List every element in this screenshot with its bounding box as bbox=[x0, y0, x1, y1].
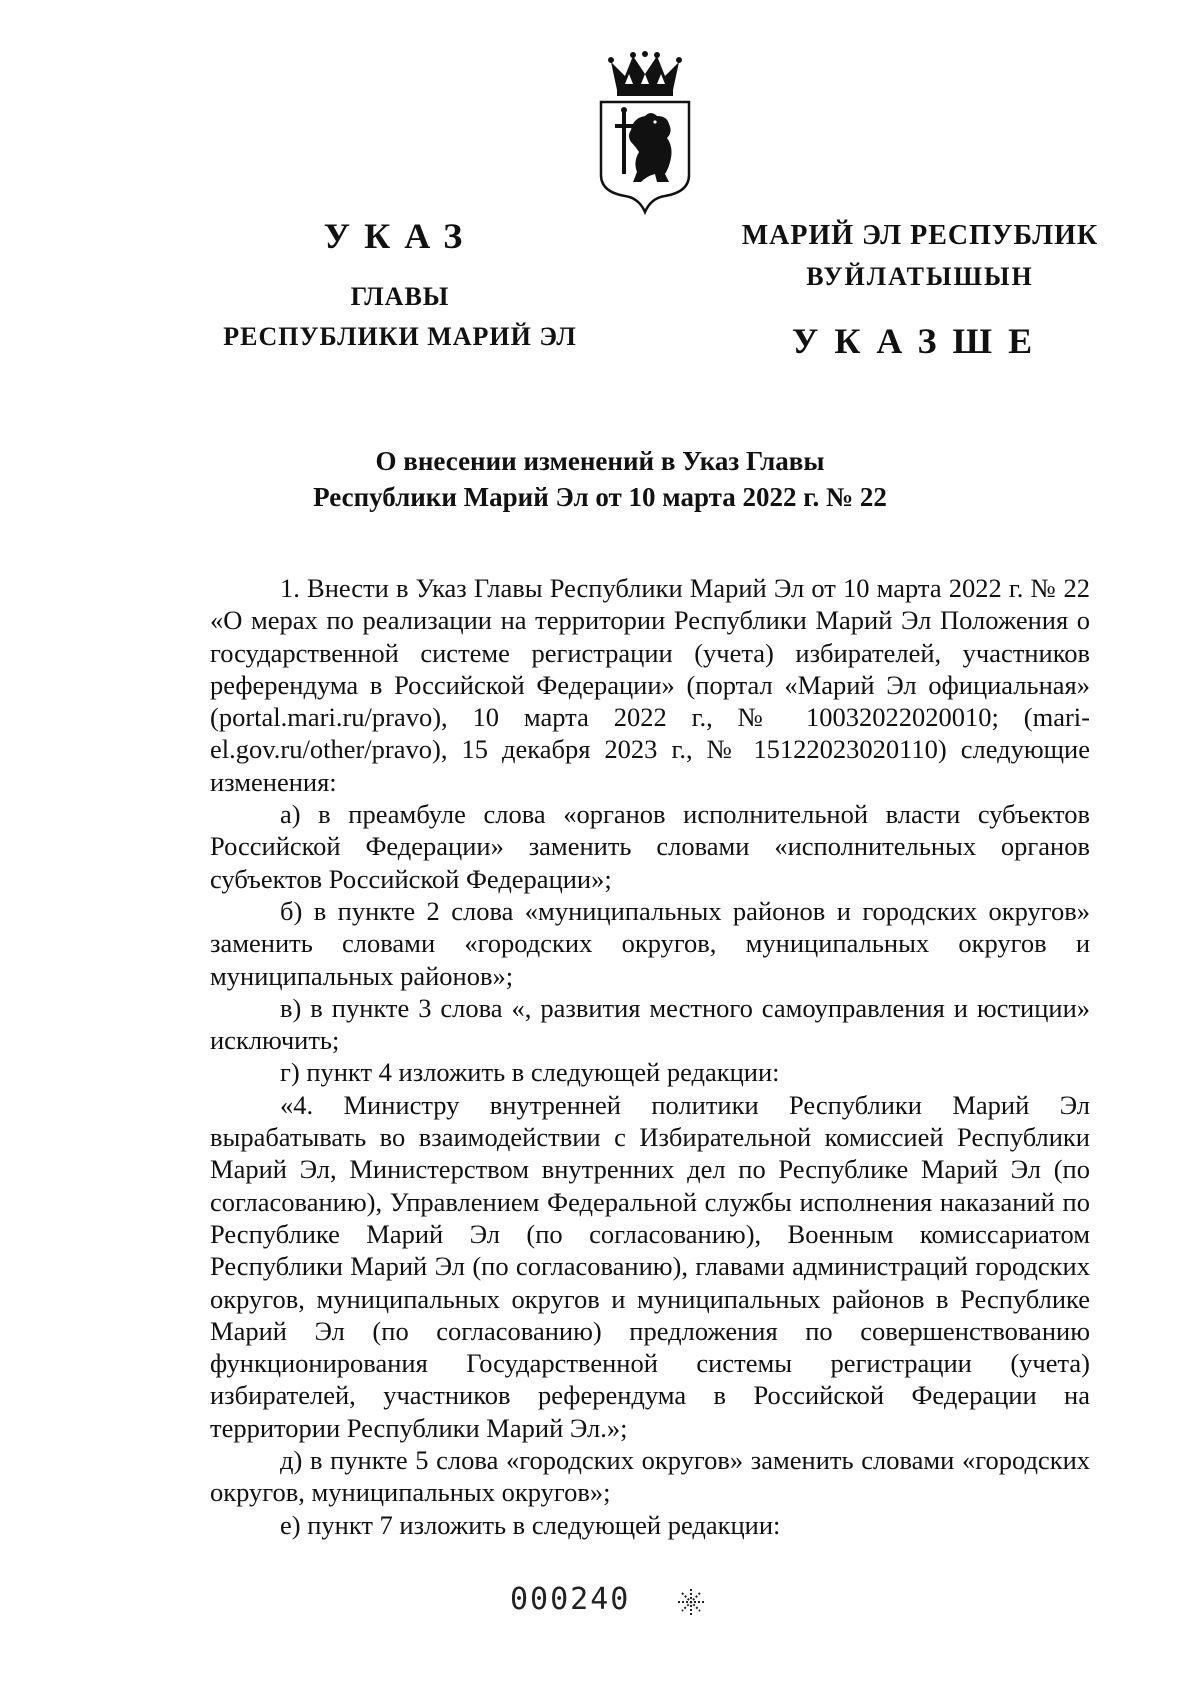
coat-of-arms-icon bbox=[595, 50, 695, 215]
paragraph: д) в пункте 5 слова «городских округов» заменить словами «городских округов, муниципальных округов»; bbox=[210, 1445, 1090, 1508]
paragraph: е) пункт 7 изложить в следующей редакции: bbox=[280, 1509, 781, 1540]
decree-subtitle-republic: РЕСПУБЛИКИ МАРИЙ ЭЛ bbox=[223, 322, 577, 351]
decree-republic-mari: МАРИЙ ЭЛ РЕСПУБЛИК bbox=[741, 220, 1099, 251]
decree-title-mari: УКАЗШЕ bbox=[791, 321, 1049, 361]
document-title bbox=[150, 443, 1050, 515]
document-title-line-1: О внесении изменений в Указ Главы bbox=[375, 446, 825, 476]
paragraph: г) пункт 4 изложить в следующей редакции: bbox=[280, 1057, 780, 1088]
paragraph: б) в пункте 2 слова «муниципальных районов и городских округов» заменить словами «городских округов, муниципальных округов и муниципальных районов»; bbox=[210, 895, 1090, 991]
decree-subtitle-head: ГЛАВЫ bbox=[350, 282, 450, 311]
paragraph: а) в преамбуле слова «органов исполнительной власти субъектов Российской Федерации» заменить словами «исполнительных органов субъектов Российской Федерации»; bbox=[210, 799, 1090, 894]
paragraph: «4. Министру внутренней политики Республики Марий Эл вырабатывать во взаимодействии с Избирательной комиссией Республики Марий Эл, Министерством внутренних дел по Республике Марий Эл (по согласованию), Управлением Федеральной службы исполнения наказаний по Республике Марий Эл (по согласованию), Военным комиссариатом Республики Марий Эл (по согласованию), главами администраций городских округов, муниципальных округов и муниципальных районов в Республике Марий Эл (по согласованию) предложения по совершенствованию функционирования Государственной системы регистрации (учета) избирателей, участников референдума в Российской Федерации на территории Республики Марий Эл.»; bbox=[210, 1089, 1090, 1443]
paragraph: в) в пункте 3 слова «, развития местного самоуправления и юстиции» исключить; bbox=[210, 992, 1090, 1056]
document-body bbox=[210, 572, 1090, 1541]
paragraph: 1. Внести в Указ Главы Республики Марий Эл от 10 марта 2022 г. № 22 «О мерах по реализации на территории Республики Марий Эл Положения о государственной системе регистрации (учета) избирателей, участников референдума в Российской Федерации» (портал «Марий Эл официальная» (portal.mari.ru/pravo), 10 марта 2022 г., № 10032022020010; (mari-el.gov.ru/other/pravo), 15 декабря 2023 г., № 15122023020110) следующие изменения: bbox=[210, 573, 1090, 797]
document-title-line-2: Республики Марий Эл от 10 марта 2022 г. № 22 bbox=[313, 482, 887, 512]
asterisk-mark-icon bbox=[676, 1587, 706, 1617]
decree-head-mari: ВУЙЛАТЫШЫН bbox=[806, 262, 1034, 291]
decree-title-ru: УКАЗ bbox=[323, 216, 477, 256]
serial-number: 000240 bbox=[510, 1582, 631, 1617]
